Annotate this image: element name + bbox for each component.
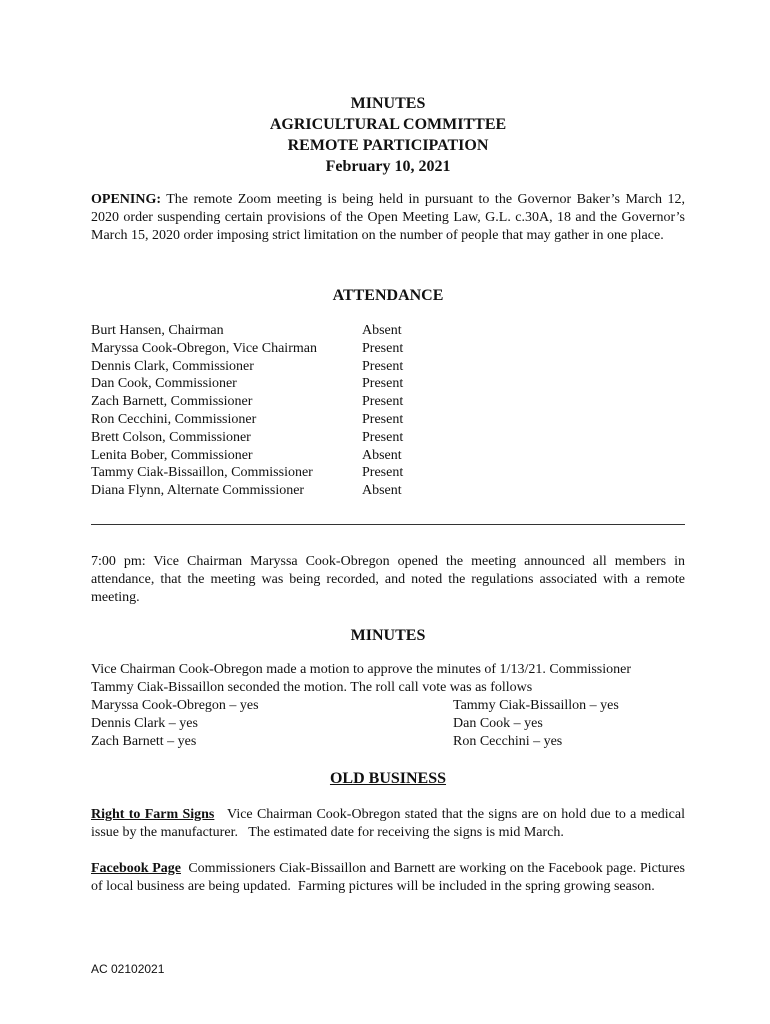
item-label: Right to Farm Signs	[91, 807, 215, 822]
item-label: Facebook Page	[91, 861, 181, 876]
attendance-row	[91, 447, 511, 465]
opening-paragraph	[91, 191, 685, 245]
attendance-row	[91, 375, 511, 393]
member-status: Present	[362, 376, 404, 392]
attendance-row	[91, 411, 511, 429]
member-name: Lenita Bober, Commissioner	[91, 447, 253, 463]
minutes-heading: MINUTES	[350, 627, 426, 644]
vote-row	[91, 697, 685, 715]
vote-right: Tammy Ciak-Bissaillon – yes	[453, 698, 619, 713]
member-name: Burt Hansen, Chairman	[91, 323, 224, 338]
document-title	[91, 93, 685, 177]
vote-right: Dan Cook – yes	[453, 715, 543, 731]
attendance-row	[91, 358, 511, 376]
opening-text: The remote Zoom meeting is being held in pursuant to the Governor Baker’s March 12, 2020 order suspending certain provisions of the Open Meeting Law, G.L. c.30A, 18 and the Governor’s March 15, 2020 order imposing strict limitation on the number of people that may gather in one place.	[91, 192, 685, 243]
member-name: Brett Colson, Commissioner	[91, 429, 251, 445]
member-name: Maryssa Cook-Obregon, Vice Chairman	[91, 340, 317, 356]
member-status: Present	[362, 411, 404, 427]
page-footer: AC 02102021	[91, 962, 165, 976]
vote-row	[91, 715, 685, 733]
attendance-row	[91, 482, 511, 500]
member-status: Absent	[362, 447, 402, 463]
member-name: Dennis Clark, Commissioner	[91, 358, 254, 374]
member-status: Present	[362, 465, 404, 481]
motion-text	[91, 661, 685, 697]
vote-left: Maryssa Cook-Obregon – yes	[91, 698, 259, 713]
item-text: Vice Chairman Cook-Obregon stated that the signs are on hold due to a medical issue by the manufacturer. The estimated date for receiving the signs is mid March.	[91, 807, 689, 840]
member-name: Ron Cecchini, Commissioner	[91, 411, 257, 427]
member-status: Present	[362, 358, 404, 374]
member-status: Absent	[362, 483, 402, 499]
section-divider	[91, 524, 685, 525]
title-line-1: MINUTES	[350, 95, 426, 112]
member-name: Diana Flynn, Alternate Commissioner	[91, 483, 305, 499]
title-line-3: REMOTE PARTICIPATION	[287, 137, 489, 154]
attendance-row	[91, 340, 511, 358]
opening-label: OPENING:	[91, 192, 161, 207]
item-text: Commissioners Ciak-Bissaillon and Barnett are working on the Facebook page. Pictures of local business are being updated. Farming pictures will be included in the spring growing season.	[91, 861, 689, 894]
attendance-row	[91, 429, 511, 447]
vote-right: Ron Cecchini – yes	[453, 733, 563, 749]
title-line-2: AGRICULTURAL COMMITTEE	[269, 116, 507, 133]
motion-line: Tammy Ciak-Bissaillon seconded the motion. The roll call vote was as follows	[91, 680, 533, 695]
vote-left: Dennis Clark – yes	[91, 715, 198, 731]
member-status: Present	[362, 340, 404, 356]
old-business-item-facebook	[91, 860, 689, 896]
old-business-heading: OLD BUSINESS	[329, 770, 447, 787]
member-name: Tammy Ciak-Bissaillon, Commissioner	[91, 465, 313, 481]
call-to-order-paragraph: 7:00 pm: Vice Chairman Maryssa Cook-Obregon opened the meeting announced all members in attendance, that the meeting was being recorded, and noted the regulations associated with a remote meeting.	[91, 554, 685, 605]
roll-call-votes	[91, 697, 685, 750]
motion-line: Vice Chairman Cook-Obregon made a motion to approve the minutes of 1/13/21. Commissioner	[91, 662, 632, 677]
member-name: Dan Cook, Commissioner	[91, 376, 237, 392]
vote-left: Zach Barnett – yes	[91, 733, 197, 749]
attendance-list	[91, 322, 511, 500]
attendance-row	[91, 393, 511, 411]
member-status: Present	[362, 429, 404, 445]
attendance-row	[91, 322, 511, 340]
member-status: Absent	[362, 323, 402, 338]
member-name: Zach Barnett, Commissioner	[91, 394, 253, 410]
meeting-date: February 10, 2021	[325, 158, 451, 175]
attendance-row	[91, 464, 511, 482]
attendance-heading: ATTENDANCE	[332, 287, 444, 304]
member-status: Present	[362, 394, 404, 410]
vote-row	[91, 733, 685, 751]
old-business-item-signs	[91, 806, 689, 842]
